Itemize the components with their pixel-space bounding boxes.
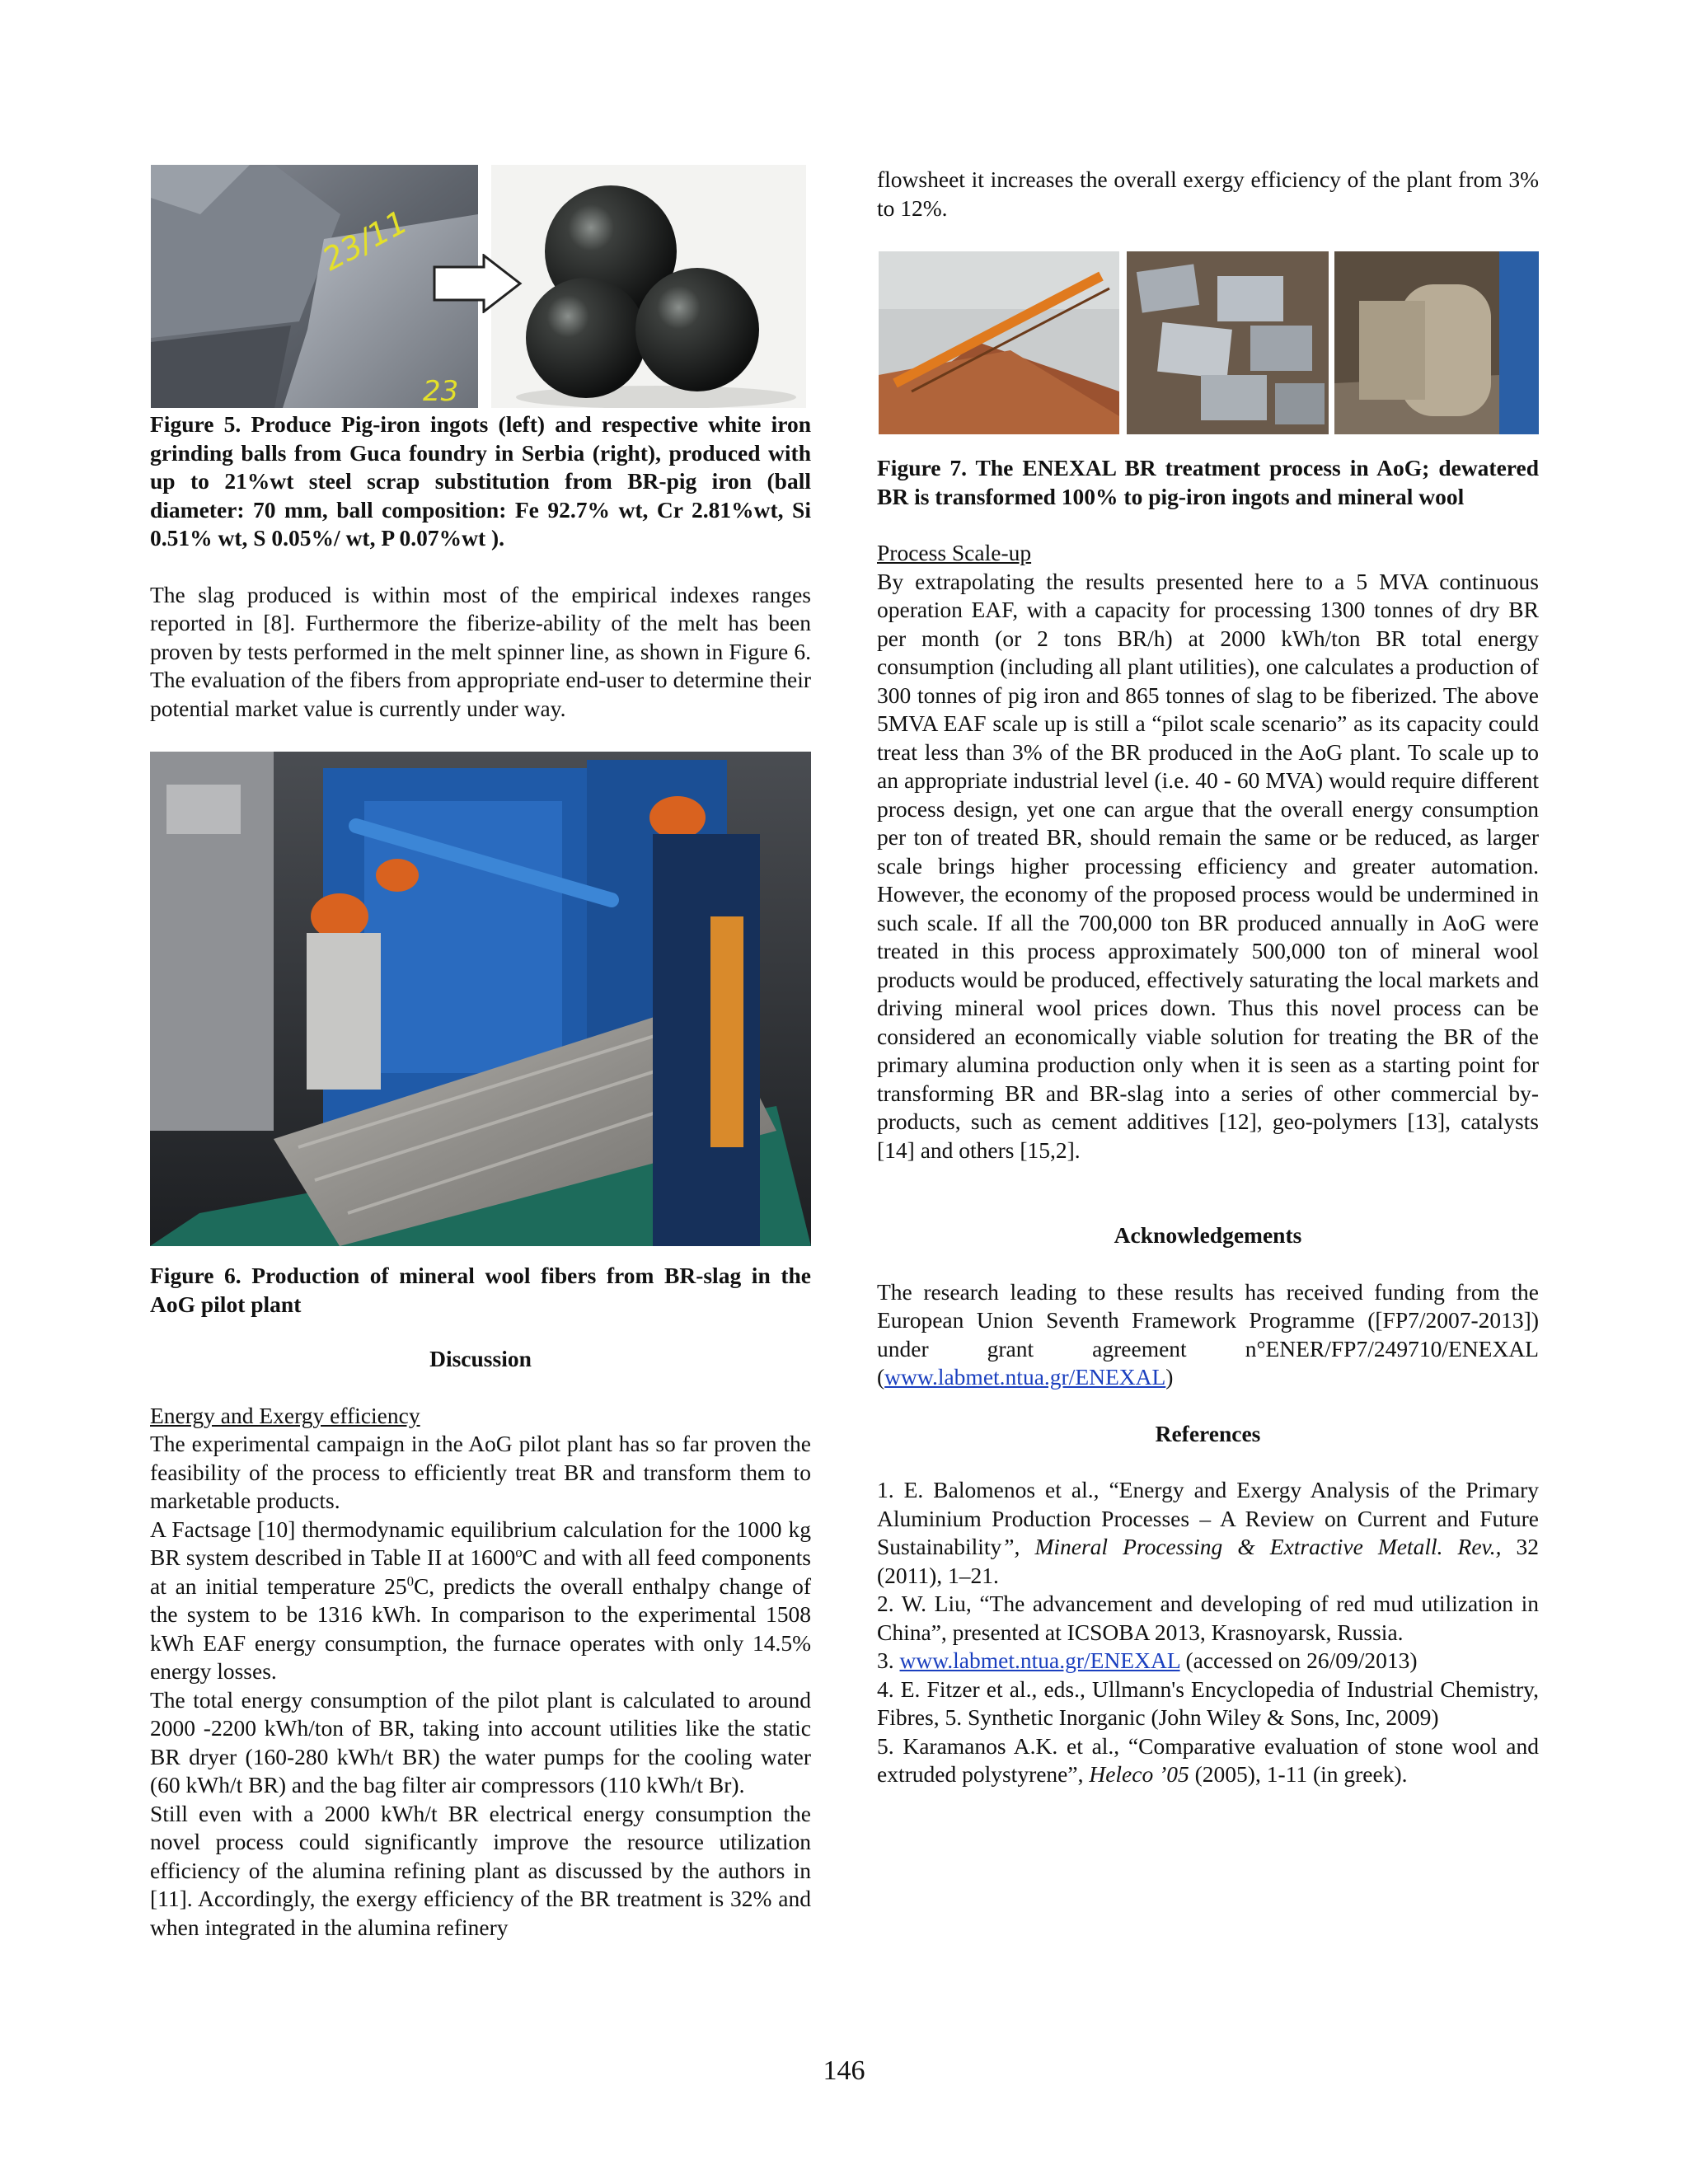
paragraph-experimental-campaign: The experimental campaign in the AoG pilot plant has so far proven the feasibility of the process to efficiently treat BR and transform them to marketable products.	[150, 1431, 811, 1513]
references-heading: References	[1155, 1420, 1261, 1446]
energy-subheading: Energy and Exergy efficiency	[150, 1402, 420, 1428]
figure-7-mineral-wool-roll-photo	[1334, 251, 1539, 434]
ingot-mark-text: 23/11	[316, 203, 414, 279]
figure-7-pig-iron-ingots-photo	[1127, 251, 1329, 434]
scaleup-subheading: Process Scale-up	[877, 540, 1032, 565]
reference-5: 5. Karamanos A.K. et al., “Comparative evaluation of stone wool and extruded polystyrene”, Heleco ’05 (2005), 1-11 (in greek).	[877, 1732, 1539, 1787]
paragraph-slag: The slag produced is within most of the empirical indexes ranges reported in [8]. Furthermore the fiberize-ability of the melt has been proven by tests performed in the melt spinner line, as shown in Figure 6. The evaluation of the fibers from appropriate end-user to determine their potential market value is currently under way.	[150, 581, 811, 721]
figure-5-caption: Figure 5. Produce Pig-iron ingots (left) and respective white iron grinding balls from Guca foundry in Serbia (right), produced with up to 21%wt steel scrap substitution from BR-pig iron (ball diameter: 70 mm, ball composition: Fe 92.7% wt, Cr 2.81%wt, Si 0.51% wt, S 0.05%/ wt, P 0.07%wt ).	[150, 411, 811, 551]
discussion-heading: Discussion	[429, 1346, 532, 1371]
ingot-mark-text-2: 23	[423, 375, 459, 408]
reference-1: 1. E. Balomenos et al., “Energy and Exergy Analysis of the Primary Aluminium Production Processes – A Review on Current and Future Sustainability”, Mineral Processing & Extractive Metall. Rev., 32 (2011), 1–21.	[877, 1477, 1539, 1588]
right-column-top	[877, 166, 1539, 223]
reference-4: 4. E. Fitzer et al., eds., Ullmann's Encyclopedia of Industrial Chemistry, Fibres, 5. Synthetic Inorganic (John Wiley & Sons, Inc, 2009)	[877, 1675, 1539, 1730]
references-list	[877, 1476, 1539, 1789]
left-column-lower	[150, 1262, 811, 1942]
figure-5-grinding-balls-photo	[491, 165, 806, 408]
figure-7-caption: Figure 7. The ENEXAL BR treatment process in AoG; dewatered BR is transformed 100% to pig-iron ingots and mineral wool	[877, 455, 1539, 509]
left-column	[150, 410, 811, 723]
figure-7-bauxite-residue-photo	[879, 251, 1119, 434]
right-column-body	[877, 454, 1539, 1789]
paragraph-scale-up: By extrapolating the results presented here to a 5 MVA continuous operation EAF, with a capacity for processing 1300 tonnes of dry BR per month (or 2 tons BR/h) at 2000 kWh/ton BR total energy consumption (including all plant utilities), one calculates a production of 300 tonnes of pig iron and 865 tonnes of slag to be fiberized. The above 5MVA EAF scale up is still a “pilot scale scenario” as its capacity could treat less than 3% of the BR produced in the AoG plant. To scale up to an appropriate industrial level (i.e. 40 - 60 MVA) would require different process design, yet one can argue that the overall energy consumption per ton of treated BR, should remain the same or be reduced, as larger scale brings higher processing efficiency and greater automation. However, the economy of the proposed process would be undermined in such scale. If all the 700,000 ton BR produced annually in AoG were treated in this process approximately 500,000 ton of mineral wool products would be produced, effectively saturating the local markets and driving mineral wool prices down. Thus this novel process can be considered an economically viable solution for treating the BR of the primary alumina production only when it is seen as a starting point for transforming BR and BR-slag into a series of other commercial by-products, such as cement additives [12], geo-polymers [13], catalysts [14] and others [15,2].	[877, 568, 1539, 1163]
paragraph-factsage: A Factsage [10] thermodynamic equilibrium calculation for the 1000 kg BR system described in Table II at 1600$^o$C and with all feed components at an initial temperature $25^0C$, predicts the overall enthalpy change of the system to be 1316 kWh. In comparison to the experimental 1508 kWh EAF energy consumption, the furnace operates with only 14.5% energy losses.	[150, 1516, 812, 1684]
enexal-link[interactable]: www.labmet.ntua.gr/ENEXAL	[884, 1364, 1166, 1390]
reference-3-link[interactable]: www.labmet.ntua.gr/ENEXAL	[899, 1647, 1180, 1673]
page-number: 146	[823, 2055, 865, 2086]
paragraph-exergy: Still even with a 2000 kWh/t BR electrical energy consumption the novel process could significantly improve the resource utilization efficiency of the alumina refining plant as discussed by the authors in [11]. Accordingly, the exergy efficiency of the BR treatment is 32% and when integrated in the alumina refinery	[150, 1800, 811, 1940]
acknowledgements-heading: Acknowledgements	[1114, 1222, 1302, 1248]
figure-5-arrow-icon	[433, 254, 523, 313]
paragraph-total-energy: The total energy consumption of the pilot plant is calculated to around 2000 -2200 kWh/ton of BR, taking into account utilities like the static BR dryer (160-280 kWh/t BR) the water pumps for the cooling water (60 kWh/t BR) and the bag filter air compressors (110 kWh/t Br).	[150, 1686, 811, 1797]
reference-2: 2. W. Liu, “The advancement and developing of red mud utilization in China”, presented at ICSOBA 2013, Krasnoyarsk, Russia.	[877, 1591, 1539, 1645]
figure-5-ingots-photo	[151, 165, 478, 408]
paragraph-flowsheet: flowsheet it increases the overall exergy efficiency of the plant from 3% to 12%.	[877, 166, 1539, 221]
figure-6-caption: Figure 6. Production of mineral wool fibers from BR-slag in the AoG pilot plant	[150, 1263, 811, 1317]
reference-3: 3. www.labmet.ntua.gr/ENEXAL (accessed on 26/09/2013)	[877, 1647, 1418, 1673]
figure-6-mineral-wool-photo	[150, 752, 811, 1246]
acknowledgements-text: The research leading to these results has received funding from the European Union Seventh Framework Programme ([FP7/2007-2013]) under grant agreement n°ENER/FP7/249710/ENEXAL (www.labmet.ntua.gr/ENEXAL)	[877, 1278, 1539, 1390]
